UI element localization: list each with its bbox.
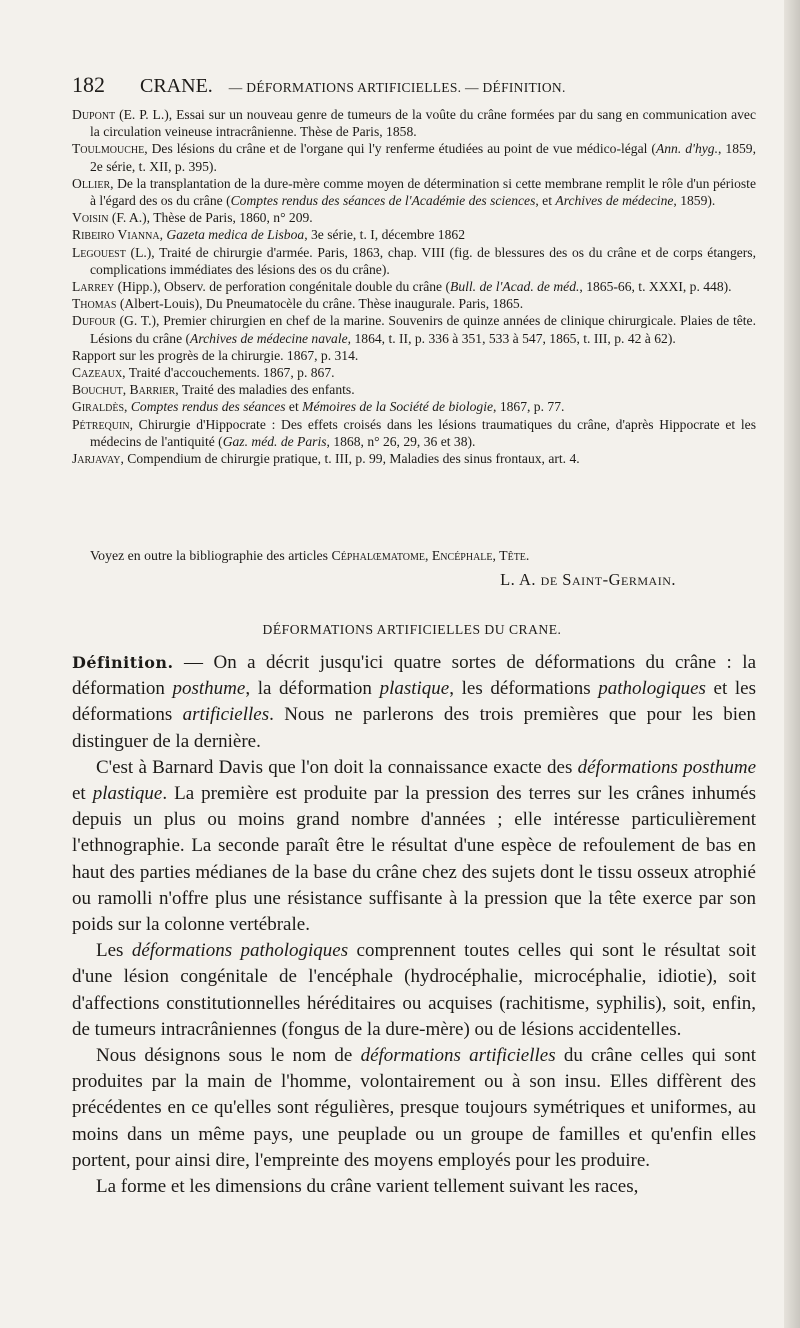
bibliography-entry (72, 278, 756, 295)
text-run: , la déformation (245, 678, 380, 700)
bibliography-entry (72, 381, 756, 398)
text-run: et (285, 399, 303, 415)
bibliography-entry (72, 347, 756, 364)
body-paragraph (72, 938, 756, 1043)
italic-title: pathologiques (598, 678, 706, 700)
bibliography-entry (72, 175, 756, 209)
italic-title: Gaz. méd. de Paris (222, 433, 327, 449)
text-run: , (124, 399, 131, 415)
italic-title: Archives de médecine (555, 193, 674, 209)
entry-author: Voisin (72, 210, 109, 226)
page-number: 182 (72, 72, 105, 97)
italic-title: posthume (172, 678, 246, 700)
body-paragraph (72, 650, 756, 755)
italic-title: Mémoires de la Société de biologie (302, 399, 494, 415)
entry-author: Larrey (72, 279, 115, 295)
italic-title: plastique (379, 678, 450, 700)
entry-author: Ollier (72, 175, 111, 191)
text-run: du crâne celles qui sont produites par la main de l'homme, volontairement ou à son insu. Elles diffèrent des précédentes en ce qu'elles sont régulières, presque toujours symétriques et uniformes, au moins dans un même pays, une peuplade ou un groupe de familles et qu'enfin elles portent, pour ainsi dire, l'empreinte des moyens employés pour les produire. (72, 1045, 756, 1171)
signature-text: L. A. de Saint-Germain. (500, 570, 676, 589)
text-run: Nous désignons sous le nom de (96, 1045, 361, 1067)
text-run: , Compendium de chirurgie pratique, t. III, p. 99, Maladies des sinus frontaux, art. 4. (120, 451, 580, 467)
text-run: , 1859). (673, 193, 716, 209)
entry-author: Ribeiro Vianna (72, 227, 160, 243)
text-run: (F. A.), Thèse de Paris, 1860, n° 209. (108, 210, 313, 226)
bibliography-entry (72, 398, 756, 415)
header-subtitle: — DÉFORMATIONS ARTIFICIELLES. — DÉFINITION. (228, 80, 566, 95)
bibliography-list (72, 106, 756, 467)
bibliography-entry (72, 226, 756, 243)
text-run: (E. P. L.), Essai sur un nouveau genre de tumeurs de la voûte du crâne formées par du sang en communication avec la circulation veineuse intracrânienne. Thèse de Paris, 1858. (90, 107, 756, 140)
italic-title: déformations pathologiques (131, 940, 349, 962)
body-paragraph (72, 755, 756, 938)
bibliography-entry (72, 244, 756, 278)
text-run: , les déformations (449, 678, 599, 700)
text-run: , Traité d'accouchements. 1867, p. 867. (122, 365, 335, 381)
bibliography-entry (72, 209, 756, 226)
text-run: (G. T.), Premier chirurgien en chef de la marine. Souvenirs de quinze années de clinique chirurgicale. Plaies de tête. Lésions du crâne ( (90, 313, 756, 346)
entry-author: Bouchut, Barrier (72, 382, 176, 398)
italic-title: Bull. de l'Acad. de méd. (450, 279, 580, 295)
text-run: , 1865-66, t. XXXI, p. 448). (579, 279, 732, 295)
text-run: , 1859, 2e série, t. XII, p. 395). (90, 141, 756, 174)
text-run: La forme et les dimensions du crâne varient tellement suivant les races, (96, 1176, 639, 1198)
italic-title: Gazeta medica de Lisboa (166, 227, 305, 243)
see-also-line (72, 548, 756, 564)
section-title: DÉFORMATIONS ARTIFICIELLES DU CRANE. (262, 622, 562, 637)
entry-author: Jarjavay (72, 451, 121, 467)
text-run: — On a décrit jusqu'ici quatre sortes de déformations du crâne : la déformation (72, 652, 756, 700)
text-run: , Traité des maladies des enfants. (175, 382, 355, 398)
bibliography-entry (72, 295, 756, 312)
page-edge-shadow (784, 0, 800, 1328)
body-paragraph (72, 1043, 756, 1174)
entry-author: Giraldès (72, 399, 125, 415)
text-run: , Des lésions du crâne et de l'organe qui l'y renferme étudiées au point de vue médico-légal ( (144, 141, 656, 157)
see-also-text: Voyez en outre la bibliographie des articles (90, 548, 332, 563)
text-run: , 1864, t. II, p. 336 à 351, 533 à 547, 1865, t. III, p. 42 à 62). (347, 330, 676, 346)
text-run: C'est à Barnard Davis que l'on doit la connaissance exacte des (96, 756, 578, 778)
bibliography-entry (72, 450, 756, 467)
bibliography-entry (72, 140, 756, 174)
text-run: comprennent toutes celles qui sont le résultat soit d'une lésion congénitale de l'encéphale (hydrocéphalie, microcéphalie, idiotie), soit d'affections constitutionnelles héréditaires ou acquises (rachitisme, syphilis), soit, enfin, de tumeurs intracrâniennes (fongus de la dure-mère) ou de lésions accidentelles. (72, 940, 756, 1040)
italic-title: Comptes rendus des séances de l'Académie des sciences (230, 193, 536, 209)
text-run: (L.), Traité de chirurgie d'armée. Paris, 1863, chap. VIII (fig. de blessures des os du crâne et de corps étangers, complications immédiates des lésions des os du crâne). (90, 244, 756, 277)
text-run: . La première est produite par la pression des terres sur les crânes inhumés depuis un plus ou moins grand nombre d'années ; elle intéresse particulièrement l'ethnographie. La seconde paraît être le résultat d'une espèce de refoulement de bas en haut des parties médianes de la base du crâne chez des sujets dont le tissu osseux atrophié ou ramolli n'offre plus une résistance suffisante à la pression que la tête exerce par son poids sur la colonne vertébrale. (72, 783, 756, 936)
italic-title: plastique (92, 783, 163, 805)
entry-author: Thomas (72, 296, 117, 312)
text-run: , et (535, 193, 556, 209)
text-run: , 1867, p. 77. (493, 399, 565, 415)
text-run: Les (96, 940, 132, 962)
italic-title: Archives de médecine navale (190, 330, 348, 346)
italic-title: Ann. d'hyg. (655, 141, 718, 157)
text-run: et (72, 783, 93, 805)
italic-title: déformations posthume (577, 756, 757, 778)
entry-author: Dupont (72, 107, 116, 122)
text-run: , De la transplantation de la dure-mère comme moyen de détermination si cette membrane remplit le rôle d'un périoste à l'égard des os du crâne ( (90, 175, 756, 209)
text-run: , 1868, n° 26, 29, 36 et 38). (326, 433, 476, 449)
entry-author: Pétrequin (72, 416, 130, 432)
entry-author: Legouest (72, 244, 126, 260)
text-run: Rapport sur les progrès de la chirurgie. 1867, p. 314. (72, 347, 359, 363)
bibliography-entry (72, 364, 756, 381)
text-run: , (159, 227, 167, 243)
text-run: , Chirurgie d'Hippocrate : Des effets croisés dans les lésions traumatiques du crâne, d'après Hippocrate et les médecins de l'antiquité ( (90, 416, 756, 449)
text-run: (Hipp.), Observ. de perforation congénitale double du crâne ( (114, 279, 451, 295)
see-also-articles: Céphalœmatome, Encéphale, Tête. (331, 548, 530, 563)
text-run: . Nous ne parlerons des trois premières que pour les bien distinguer de la dernière. (72, 704, 756, 752)
text-run: , 3e série, t. I, décembre 1862 (304, 227, 465, 243)
body-text (72, 650, 756, 1200)
text-run: et les déformations (72, 678, 757, 726)
author-signature (500, 570, 676, 590)
entry-author: Cazeaux (72, 365, 123, 381)
entry-author: Toulmouche (72, 141, 145, 157)
entry-author: Dufour (72, 313, 116, 329)
italic-title: déformations artificielles (360, 1045, 556, 1067)
italic-title: artificielles (182, 704, 270, 726)
body-paragraph (72, 1174, 756, 1200)
italic-title: Comptes rendus des séances (130, 399, 286, 415)
running-header (72, 72, 752, 98)
bibliography-entry (72, 106, 756, 140)
bibliography-entry (72, 416, 756, 450)
text-run: (Albert-Louis), Du Pneumatocèle du crâne. Thèse inaugurale. Paris, 1865. (116, 296, 524, 312)
header-title: CRANE. (140, 75, 213, 97)
definition-keyword: Définition. (72, 653, 174, 672)
bibliography-entry (72, 312, 756, 346)
